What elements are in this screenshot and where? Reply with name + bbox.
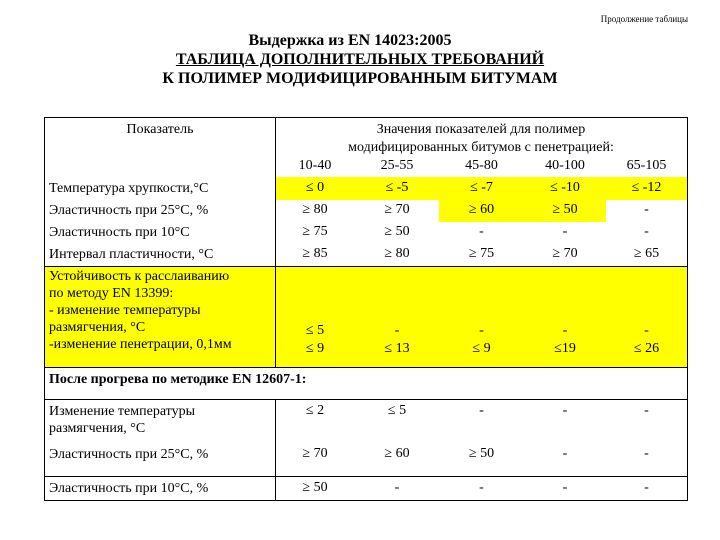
table-cell: -	[479, 224, 484, 239]
table-cell: ≤ -12	[631, 180, 662, 195]
grid-line	[45, 399, 687, 400]
table-cell: ≥ 70	[302, 446, 328, 461]
after-heating-row	[45, 367, 687, 399]
table-cell: ≥ 65	[633, 246, 660, 261]
table-cell: ≥ 70	[552, 246, 578, 261]
table-cell: ≥ 75	[302, 224, 328, 239]
table-cell: ≥ 50	[552, 202, 578, 217]
table-row	[45, 476, 687, 500]
grid-line	[275, 399, 276, 500]
row-label: Температура хрупкости,°С	[49, 181, 209, 196]
stability-label-line: по методу EN 13399:	[49, 286, 174, 301]
grid-line	[45, 367, 687, 368]
table-cell: -	[394, 323, 400, 338]
after-heating-label: После прогрева по методике EN 12607-1:	[49, 372, 307, 387]
table-cell: -	[479, 323, 484, 338]
table-cell: -	[644, 403, 649, 418]
table-cell: ≥ 70	[384, 202, 410, 217]
row-label: Эластичность при 25°С, %	[49, 447, 209, 462]
table-cell: ≥ 50	[384, 224, 410, 239]
row-label: Эластичность при 25°С, %	[49, 203, 209, 218]
stability-block	[45, 266, 687, 367]
table-cell: -	[644, 202, 649, 217]
table-cell: -	[562, 224, 568, 239]
penetration-col-4: 40-100	[545, 158, 585, 173]
table-cell: -	[644, 224, 649, 239]
table-cell: -	[479, 480, 484, 495]
penetration-col-2: 25-55	[380, 158, 414, 173]
title-line-3: К ПОЛИМЕР МОДИФИЦИРОВАННЫМ БИТУМАМ	[162, 70, 558, 87]
table-cell: ≤ -5	[385, 180, 409, 195]
penetration-col-1: 10-40	[298, 158, 332, 173]
title-line-2: ТАБЛИЦА ДОПОЛНИТЕЛЬНЫХ ТРЕБОВАНИЙ	[175, 51, 545, 68]
table-header	[45, 118, 687, 176]
table-cell: ≤ 13	[384, 341, 410, 356]
table-cell: -	[562, 403, 568, 418]
table-cell: ≤ -7	[470, 180, 493, 195]
table-row	[45, 177, 687, 200]
table-cell: ≥ 75	[468, 246, 495, 261]
stability-label-line: - изменение температуры	[49, 303, 201, 318]
grid-line	[45, 476, 687, 477]
row-label-line: Изменение температуры	[49, 404, 196, 419]
continuation-note: Продолжение таблицы	[600, 14, 688, 24]
table-cell: ≤ 5	[305, 323, 325, 338]
table-cell: ≥ 50	[302, 480, 328, 495]
table-cell: ≤19	[554, 341, 576, 356]
row-label: Интервал пластичности, °С	[49, 247, 214, 262]
stability-label	[49, 268, 232, 353]
table-cell: ≤ 9	[305, 341, 325, 356]
requirements-table	[44, 117, 688, 501]
stability-label-line: Устойчивость к расслаиванию	[49, 269, 230, 284]
table-row	[45, 200, 687, 222]
table-cell: ≥ 85	[302, 246, 328, 261]
document-title	[0, 32, 720, 88]
table-cell: -	[479, 403, 484, 418]
table-cell: ≥ 50	[468, 446, 495, 461]
row-label-line: размягчения, °С	[49, 421, 146, 436]
header-values-line-2: модифицированных битумов с пенетрацией:	[348, 140, 614, 155]
table-cell: ≥ 60	[384, 446, 410, 461]
table-cell: -	[644, 323, 649, 338]
grid-line	[45, 266, 687, 267]
table-cell: ≥ 80	[384, 246, 410, 261]
table-cell: -	[562, 480, 568, 495]
row-label	[49, 403, 195, 437]
table-cell: -	[562, 323, 568, 338]
header-indicator: Показатель	[126, 122, 194, 137]
table-row	[45, 444, 687, 476]
stability-label-line: -изменение пенетрации, 0,1мм	[49, 337, 232, 352]
stability-label-line: размягчения, °С	[49, 320, 146, 335]
table-cell: -	[394, 480, 400, 495]
penetration-col-3: 45-80	[465, 158, 498, 173]
table-row	[45, 399, 687, 444]
header-values	[275, 121, 687, 157]
table-cell: ≥ 80	[302, 202, 328, 217]
penetration-col-5: 65-105	[626, 158, 667, 173]
row-label: Эластичность при 10°С, %	[49, 481, 209, 496]
header-values-line-1: Значения показателей для полимер	[376, 122, 586, 137]
table-row	[45, 244, 687, 266]
table-cell: -	[562, 446, 568, 461]
table-cell: ≤ -10	[550, 180, 580, 195]
row-label: Эластичность при 10°С	[49, 225, 190, 240]
table-cell: ≤ 26	[633, 341, 660, 356]
table-row	[45, 222, 687, 244]
table-cell: ≥ 60	[468, 202, 495, 217]
table-cell: ≤ 0	[305, 180, 325, 195]
table-cell: ≤ 9	[472, 341, 491, 356]
title-line-1: Выдержка из EN 14023:2005	[248, 32, 452, 49]
table-cell: -	[644, 480, 649, 495]
table-cell: ≤ 5	[387, 403, 407, 418]
grid-line	[275, 118, 276, 367]
table-cell: -	[644, 446, 649, 461]
table-cell: ≤ 2	[305, 403, 325, 418]
